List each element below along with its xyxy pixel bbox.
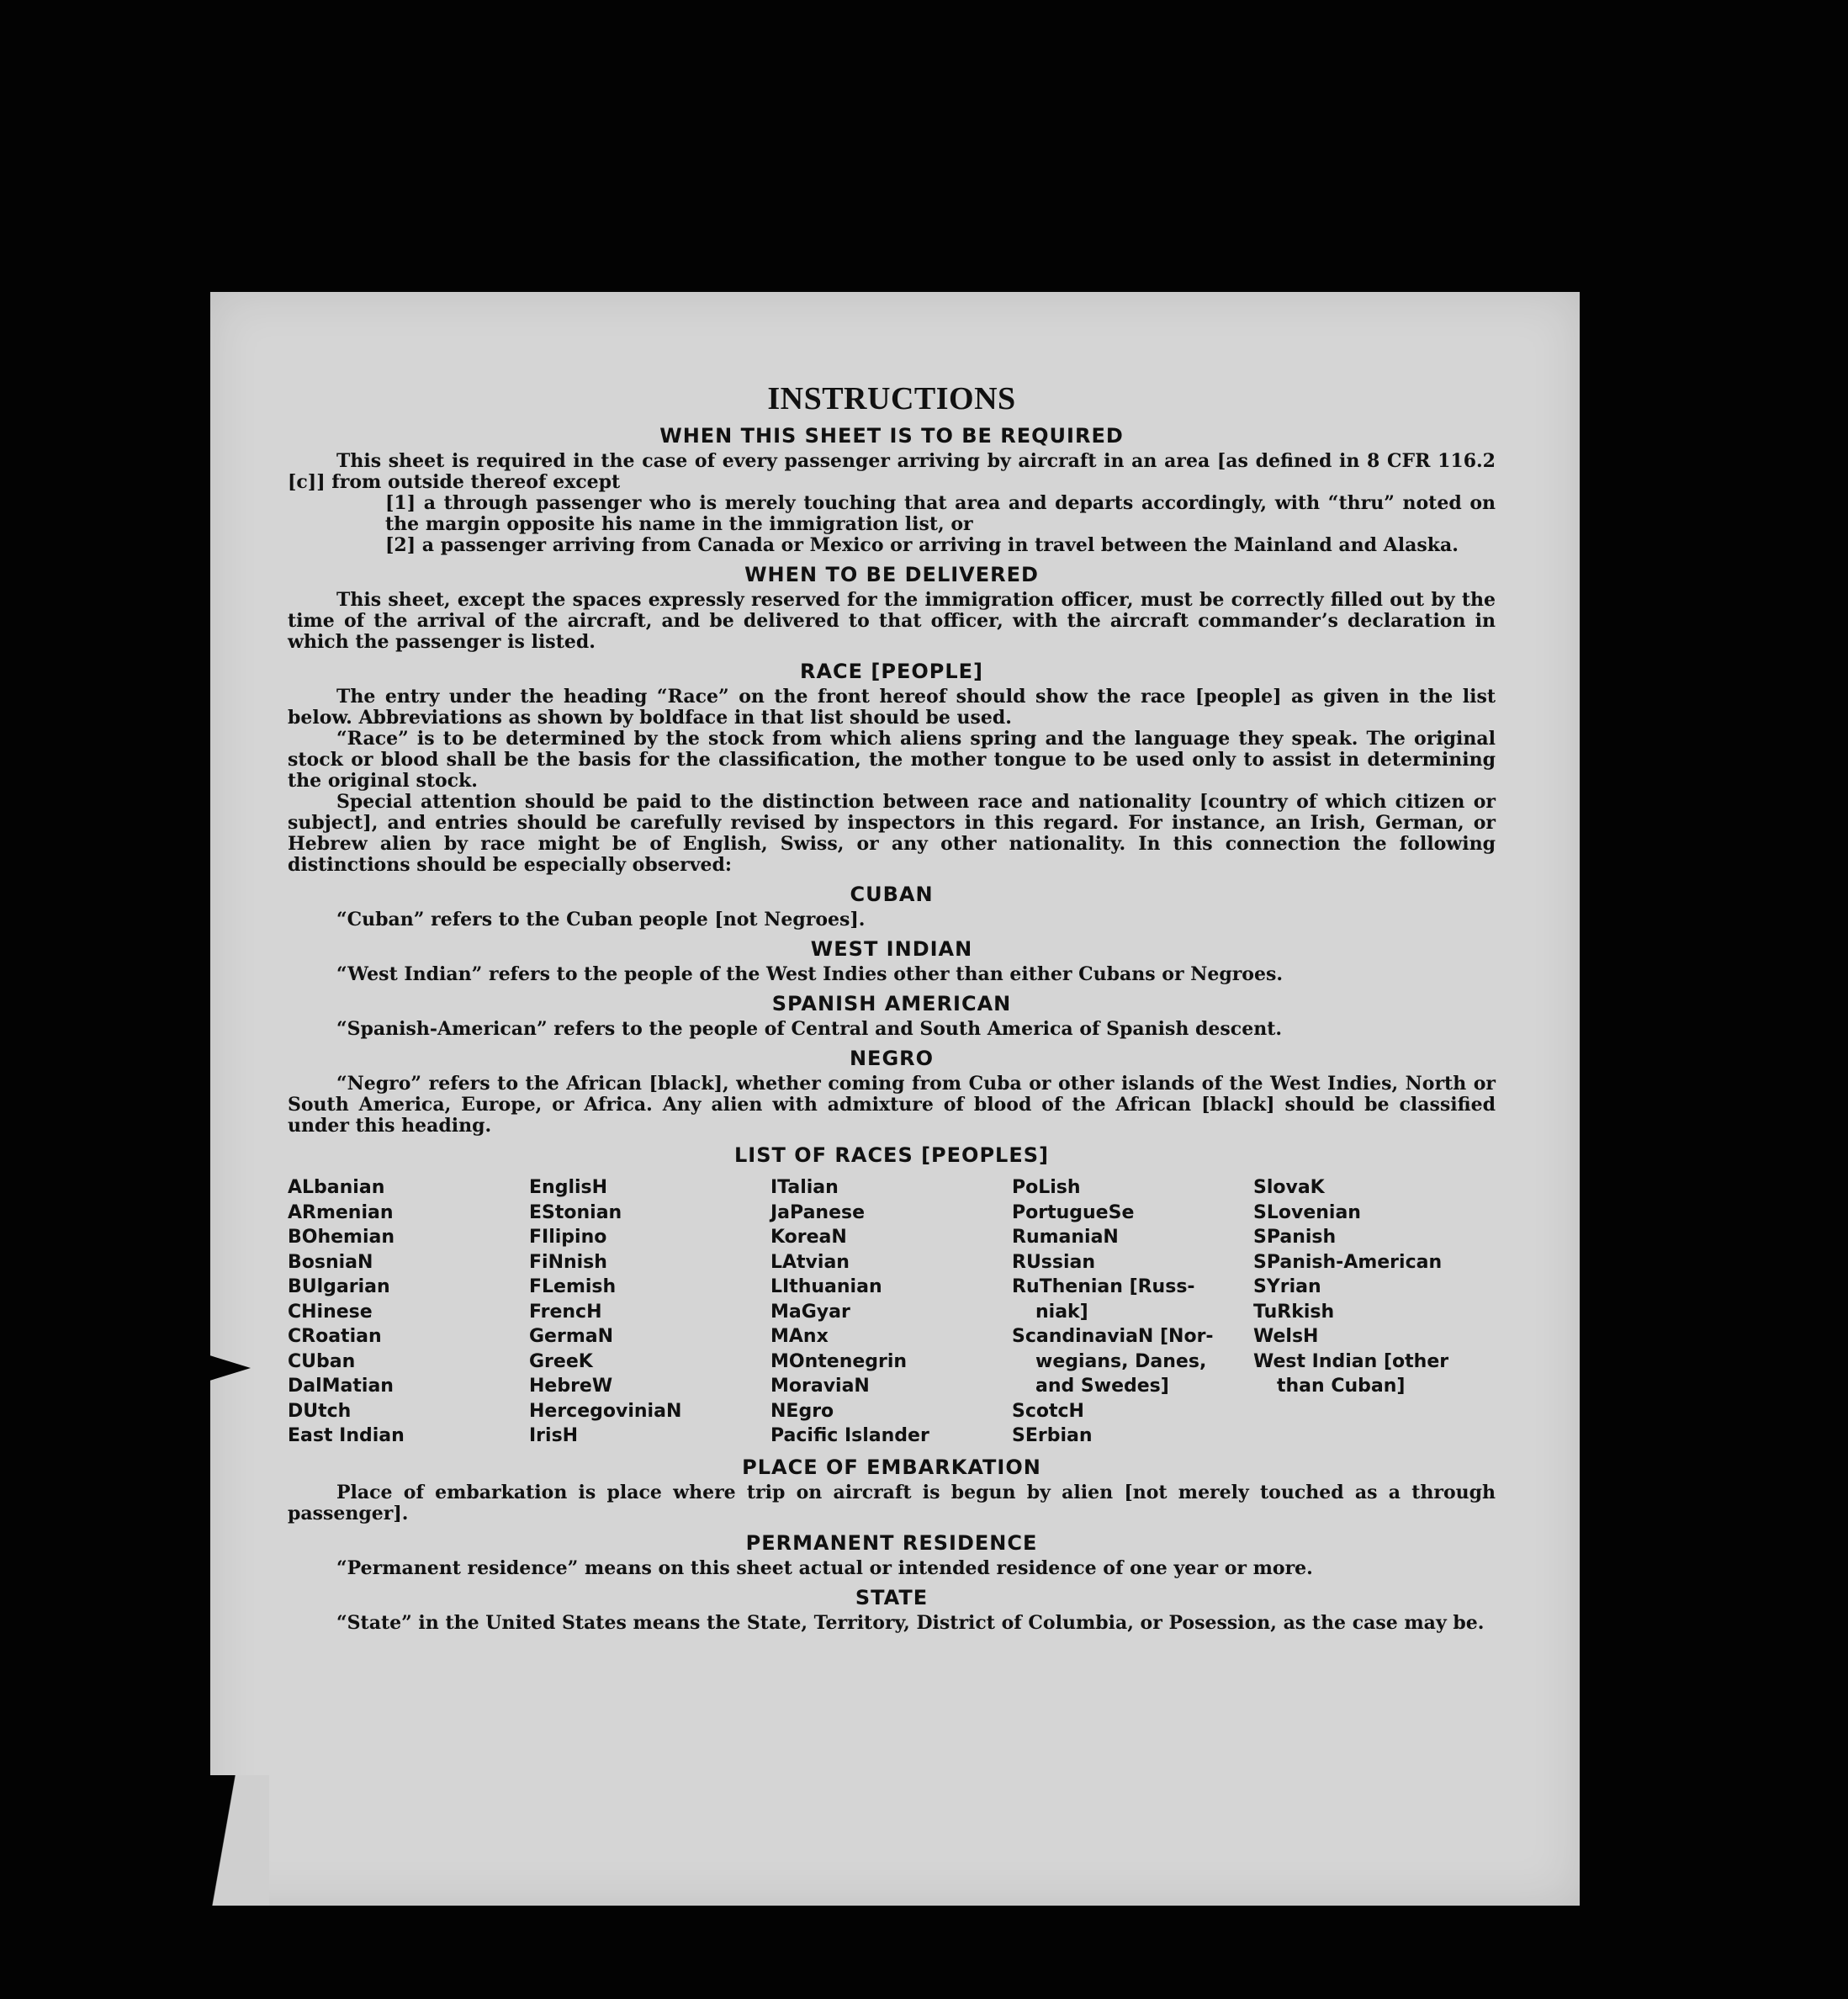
race-item: ITalian	[770, 1177, 839, 1198]
section-text: [2] a passenger arriving from Canada or Mexico or arriving in travel between the Mainland and Alaska.	[385, 534, 1459, 556]
section-text: “State” in the United States means the State, Territory, District of Columbia, or Posession, as the case may be.	[336, 1611, 1485, 1634]
race-item: ScandinaviaN [Nor-	[1012, 1326, 1214, 1347]
section-text: “Race” is to be determined by the stock from which aliens spring and the language they speak. The original stock or blood shall be the basis for the classification, the mother tongue to be used only to assist in determining the original stock.	[288, 728, 1496, 792]
page-title: INSTRUCTIONS	[767, 381, 1016, 416]
race-item: BOhemian	[288, 1227, 395, 1248]
races-column	[770, 1175, 1012, 1449]
race-item: MoraviaN	[770, 1376, 870, 1397]
race-item: DalMatian	[288, 1376, 394, 1397]
section-heading-west-indian: WEST INDIAN	[810, 937, 973, 961]
races-heading: LIST OF RACES [PEOPLES]	[734, 1143, 1049, 1167]
instructions-content	[288, 380, 1496, 1634]
races-column	[1012, 1175, 1253, 1449]
section-text: Place of embarkation is place where trip on aircraft is begun by alien [not merely touched as a through passenger].	[288, 1481, 1496, 1524]
section-text: “Cuban” refers to the Cuban people [not Negroes].	[336, 909, 866, 931]
race-item: CHinese	[288, 1301, 373, 1323]
race-item: MAnx	[770, 1326, 829, 1347]
race-item: BosniaN	[288, 1251, 373, 1273]
race-item: SLovenian	[1253, 1201, 1361, 1223]
section-text: This sheet, except the spaces expressly reserved for the immigration officer, must be correctly filled out by the time of the arrival of the aircraft, and be delivered to that officer, with the aircraft commander’s declaration in which the passenger is listed.	[288, 589, 1496, 653]
race-item: CRoatian	[288, 1326, 382, 1347]
race-item: CUban	[288, 1350, 356, 1372]
races-column	[1253, 1175, 1496, 1449]
race-item: than Cuban]	[1277, 1376, 1406, 1397]
race-item: FIlipino	[529, 1227, 607, 1248]
race-item: JaPanese	[770, 1201, 866, 1223]
race-item: LIthuanian	[770, 1276, 882, 1297]
race-item: HebreW	[529, 1376, 613, 1397]
race-item: RuThenian [Russ-	[1012, 1276, 1195, 1297]
race-item: and Swedes]	[1035, 1376, 1169, 1397]
race-item: IrisH	[529, 1425, 579, 1446]
section-heading-spanish-american: SPANISH AMERICAN	[771, 992, 1012, 1015]
race-item: RumaniaN	[1012, 1227, 1119, 1248]
page-curl	[210, 1775, 269, 1906]
race-item: HercegovіniaN	[529, 1400, 682, 1422]
race-item: wegians, Danes,	[1035, 1350, 1207, 1372]
section-heading-permanent-residence: PERMANENT RESIDENCE	[745, 1530, 1038, 1555]
race-item: ScotcH	[1012, 1400, 1084, 1422]
race-item: East Indian	[288, 1425, 405, 1446]
race-item: Pacific Islander	[770, 1425, 929, 1446]
section-heading-cuban: CUBAN	[850, 883, 934, 906]
races-list	[288, 1175, 1496, 1449]
race-item: KoreaN	[770, 1227, 847, 1248]
race-item: EnglisH	[529, 1177, 608, 1198]
race-item: DUtch	[288, 1400, 352, 1422]
race-item: SYrian	[1253, 1276, 1321, 1297]
race-item: FrencH	[529, 1301, 602, 1323]
race-item: SPanish	[1253, 1227, 1337, 1248]
section-text: “Permanent residence” means on this sheet actual or intended residence of one year or more.	[336, 1556, 1313, 1579]
section-heading-state: STATE	[855, 1585, 929, 1609]
race-item: NEgro	[770, 1400, 834, 1422]
race-item: FLemish	[529, 1276, 617, 1297]
race-item: MOntenegrin	[770, 1350, 908, 1372]
section-text: The entry under the heading “Race” on the front hereof should show the race [people] as given in the list below. Abbreviations as shown by boldface in that list should be used.	[288, 686, 1496, 729]
races-column	[529, 1175, 770, 1449]
race-item: niak]	[1035, 1301, 1088, 1323]
race-item: TuRkish	[1253, 1301, 1335, 1323]
race-item: FiNnish	[529, 1251, 607, 1273]
page-notch	[207, 1355, 251, 1381]
race-item: SPanish-American	[1253, 1251, 1443, 1273]
race-item: ARmenian	[288, 1201, 394, 1223]
race-item: GreeK	[529, 1350, 593, 1372]
race-item: BUlgarian	[288, 1276, 390, 1297]
race-item: WelsH	[1253, 1326, 1319, 1347]
section-heading-delivered: WHEN TO BE DELIVERED	[744, 563, 1039, 586]
race-item: SlovaK	[1253, 1177, 1325, 1198]
section-text: “West Indian” refers to the people of the West Indies other than either Cubans or Negroes.	[336, 963, 1284, 985]
section-text: “Spanish-American” refers to the people of Central and South America of Spanish descent.	[336, 1018, 1283, 1040]
race-item: West Indian [other	[1253, 1350, 1449, 1372]
race-item: SErbian	[1012, 1425, 1093, 1446]
race-item: MaGyar	[770, 1301, 850, 1323]
races-column	[288, 1175, 529, 1449]
section-heading-negro: NEGRO	[849, 1047, 935, 1070]
section-text: Special attention should be paid to the distinction between race and nationality [country of which citizen or subject], and entries should be carefully revised by inspectors in this regard. For instance, an Irish, German, or Hebrew alien by race might be of English, Swiss, or any other nationality. In this connection the following distinctions should be especially observed:	[288, 791, 1496, 876]
section-text: “Negro” refers to the African [black], whether coming from Cuba or other islands of the West Indies, North or South America, Europe, or Africa. Any alien with admixture of blood of the African [black] should be classified under this heading.	[288, 1073, 1496, 1137]
section-text: [1] a through passenger who is merely touching that area and departs accordingly, with “thru” noted on the margin opposite his name in the immigration list, or	[385, 492, 1496, 535]
section-heading-race: RACE [PEOPLE]	[799, 660, 984, 683]
race-item: ALbanian	[288, 1177, 385, 1198]
section-heading-embarkation: PLACE OF EMBARKATION	[742, 1455, 1041, 1479]
race-item: PoLish	[1012, 1177, 1081, 1198]
section-text: This sheet is required in the case of every passenger arriving by aircraft in an area [as defined in 8 CFR 116.2 [c]] from outside thereof except	[288, 450, 1496, 493]
race-item: PortugueSe	[1012, 1201, 1135, 1223]
race-item: RUssian	[1012, 1251, 1096, 1273]
section-heading-required: WHEN THIS SHEET IS TO BE REQUIRED	[659, 424, 1124, 448]
race-item: LAtvian	[770, 1251, 850, 1273]
race-item: GermaN	[529, 1326, 614, 1347]
race-item: EStonian	[529, 1201, 622, 1223]
